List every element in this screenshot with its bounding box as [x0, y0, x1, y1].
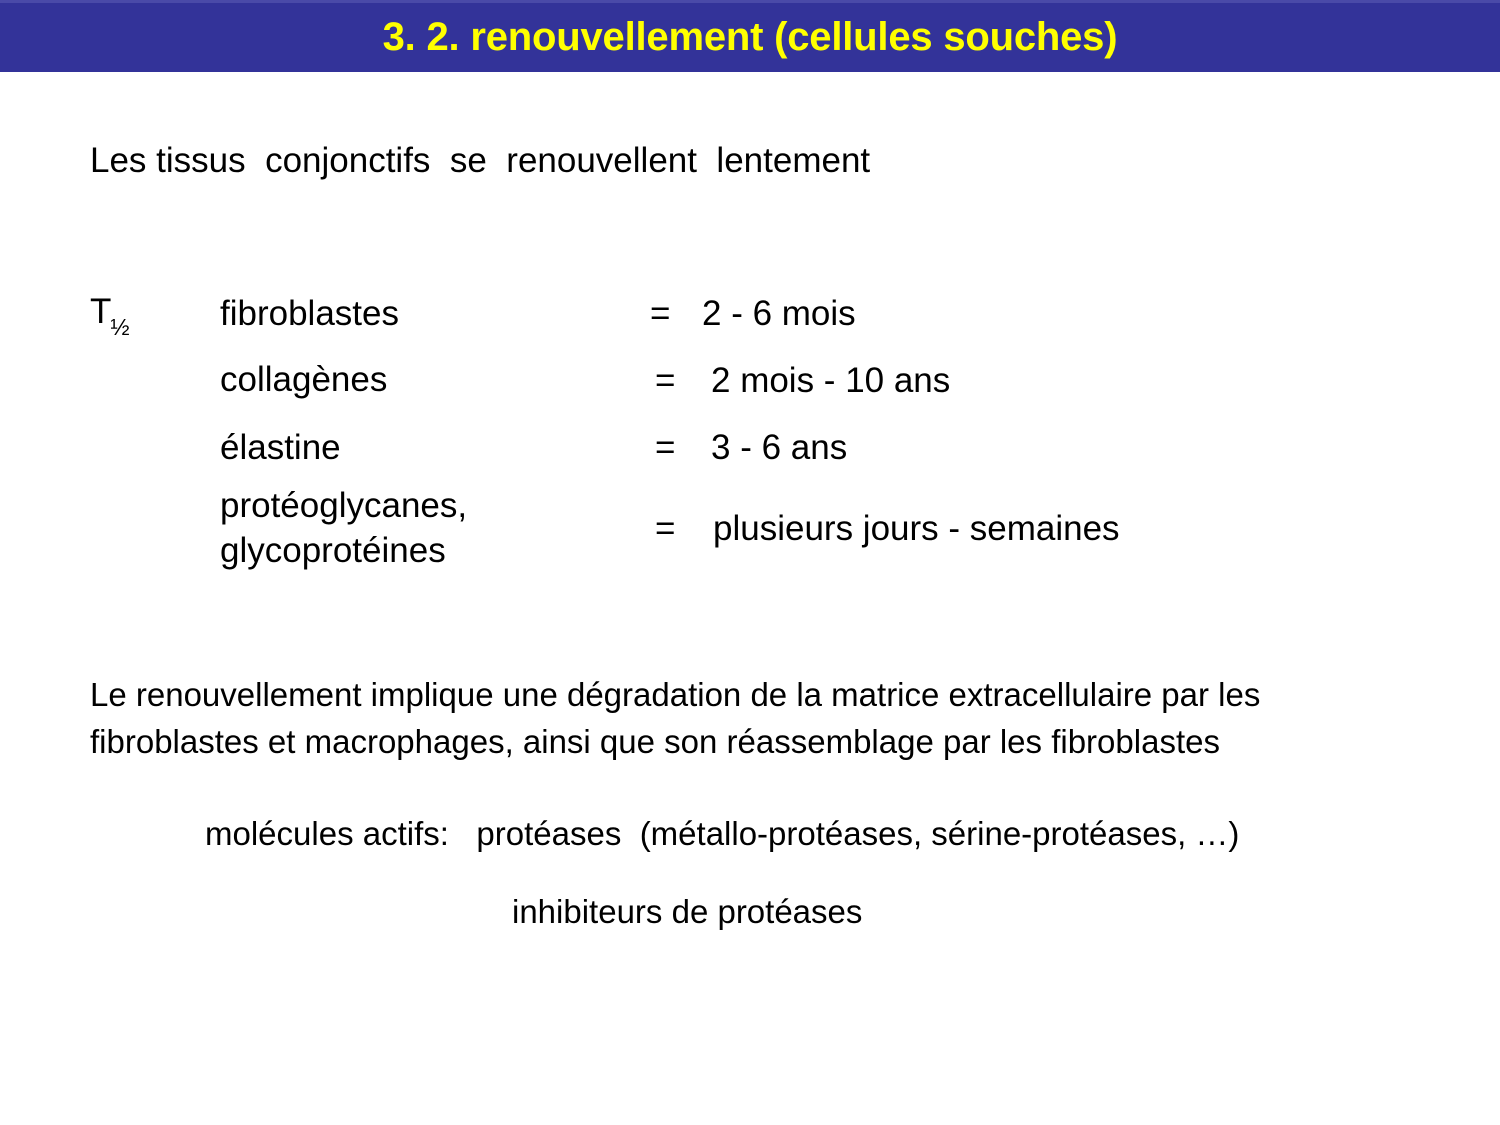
table-row: [90, 415, 1390, 481]
row-value: 3 - 6 ans: [711, 428, 848, 467]
paragraph-line-2: fibroblastes et macrophages, ainsi que son réassemblage par les fibroblastes: [90, 722, 1220, 760]
row-value: plusieurs jours - semaines: [713, 509, 1120, 548]
paragraph-line-1: Le renouvellement implique une dégradation de la matrice extracellulaire par les: [90, 676, 1261, 713]
protease-inhibitors-line: inhibiteurs de protéases: [512, 893, 863, 930]
row-equals-sign: =: [655, 360, 676, 400]
page-title: 3. 2. renouvellement (cellules souches): [382, 15, 1118, 59]
row-name: [220, 484, 650, 574]
halflife-symbol-subscript: ½: [110, 313, 130, 340]
active-molecules-line: molécules actifs: protéases (métallo-protéases, sérine-protéases, …): [205, 815, 1240, 852]
halflife-symbol: [90, 291, 220, 340]
row-name: élastine: [220, 427, 341, 467]
explanation-paragraph: [90, 672, 1440, 766]
slide-title-bar: [0, 0, 1500, 72]
halflife-symbol-letter: T: [90, 291, 112, 331]
table-row: [90, 346, 1390, 415]
row-equals-sign: =: [655, 509, 676, 548]
row-name: fibroblastes: [220, 293, 399, 333]
halflife-table: [90, 282, 1390, 577]
row-name: collagènes: [220, 360, 388, 400]
table-row: [90, 282, 1390, 346]
row-value: 2 - 6 mois: [702, 294, 856, 333]
table-row: [90, 481, 1390, 577]
row-equals-sign: =: [655, 428, 676, 467]
row-value: 2 mois - 10 ans: [711, 360, 951, 400]
row-name-line-1: protéoglycanes,: [220, 486, 468, 526]
row-name-line-2: glycoprotéines: [220, 531, 446, 570]
row-equals-sign: =: [650, 294, 671, 333]
intro-sentence: Les tissus conjonctifs se renouvellent lentement: [90, 141, 871, 180]
